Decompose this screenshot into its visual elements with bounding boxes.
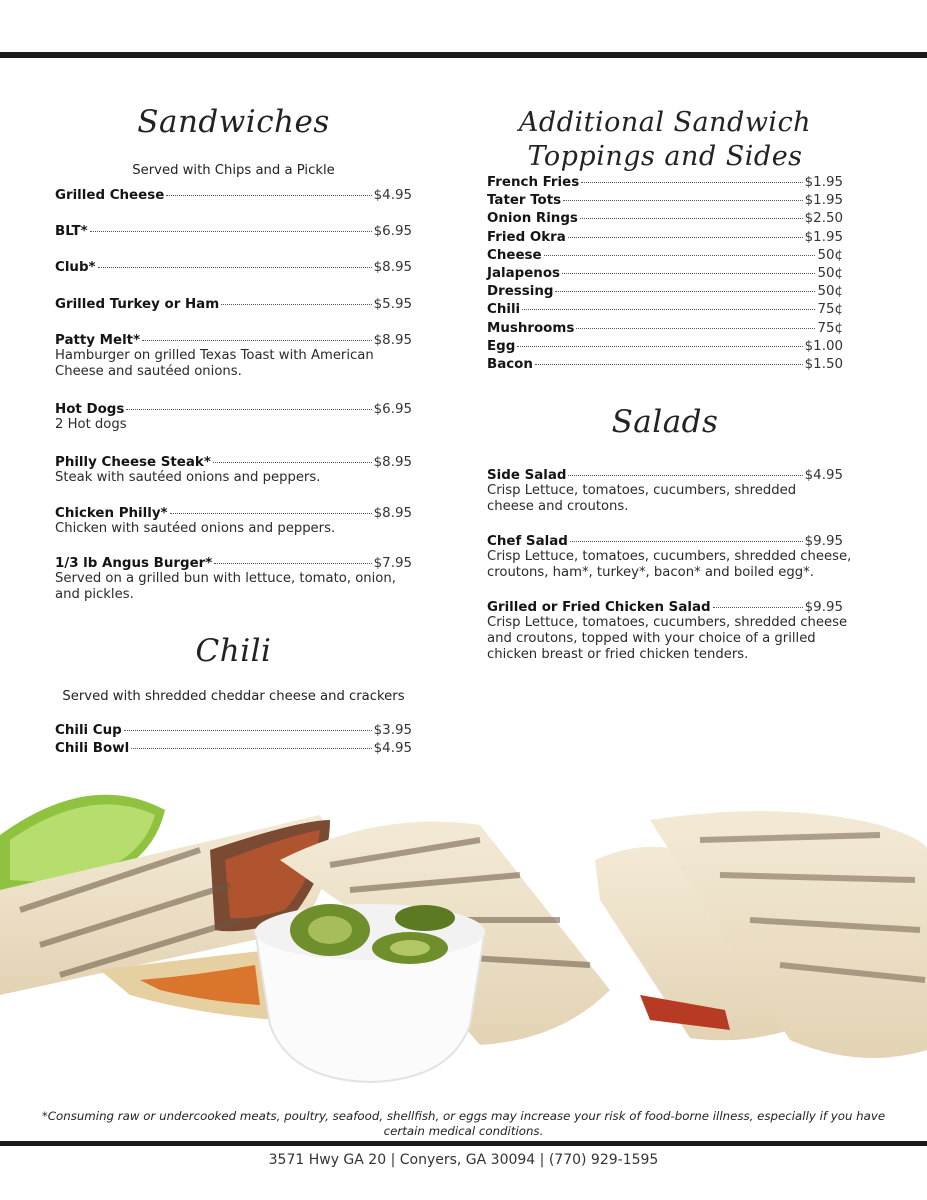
item-price: $2.50 <box>804 211 843 227</box>
sandwiches-subtitle: Served with Chips and a Pickle <box>132 163 335 178</box>
menu-item <box>55 188 412 203</box>
item-price: $1.00 <box>804 338 843 354</box>
menu-item <box>55 297 412 312</box>
item-price: $1.95 <box>804 175 843 190</box>
item-name: Chili Bowl <box>55 741 130 756</box>
item-price: $8.95 <box>373 333 412 348</box>
item-name: Chili <box>487 302 521 318</box>
item-name: Cheese <box>487 247 542 263</box>
menu-item <box>55 506 412 537</box>
menu-item <box>55 260 412 275</box>
item-name: Tater Tots <box>487 193 562 209</box>
item-name: Fried Okra <box>487 229 566 245</box>
item-price: $6.95 <box>373 224 412 239</box>
left-column <box>55 100 412 756</box>
jalapeno-bowl <box>255 904 485 1082</box>
item-description: Hamburger on grilled Texas Toast with American Cheese and sautéed onions. <box>55 348 374 379</box>
salads-heading: Salads <box>611 404 719 440</box>
topping-item <box>487 284 843 302</box>
menu-item <box>55 224 412 239</box>
item-name: Philly Cheese Steak* <box>55 455 211 470</box>
item-name: Chicken Philly* <box>55 506 168 521</box>
item-price: $8.95 <box>373 455 412 470</box>
disclaimer: *Consuming raw or undercooked meats, poultry, seafood, shellfish, or eggs may increase your risk of food-borne illness, especially if you have certain medical conditions. <box>41 1109 886 1138</box>
item-name: Hot Dogs <box>55 402 125 417</box>
item-description: Chicken with sautéed onions and peppers. <box>55 521 336 536</box>
item-name: Chef Salad <box>487 534 568 549</box>
chili-subtitle: Served with shredded cheddar cheese and crackers <box>62 689 405 704</box>
item-description: 2 Hot dogs <box>55 417 127 432</box>
topping-item <box>487 230 843 248</box>
topping-item <box>487 321 843 339</box>
item-name: Egg <box>487 338 516 354</box>
topping-item <box>487 248 843 266</box>
salad-item <box>487 600 867 663</box>
item-description: Crisp Lettuce, tomatoes, cucumbers, shredded cheese and croutons, topped with your choice of a grilled chicken breast or fried chicken tenders. <box>487 615 848 662</box>
item-price: 50¢ <box>817 247 843 263</box>
address: 3571 Hwy GA 20 | Conyers, GA 30094 | (770) 929-1595 <box>268 1152 659 1168</box>
item-price: 50¢ <box>817 265 843 281</box>
item-price: $4.95 <box>804 468 843 483</box>
quesadilla-photo <box>0 780 927 1100</box>
item-name: Grilled Turkey or Ham <box>55 297 220 312</box>
top-rule <box>0 52 927 58</box>
right-column <box>487 100 852 662</box>
toppings-list <box>487 175 843 375</box>
sandwiches-heading: Sandwiches <box>137 104 330 140</box>
salad-item <box>487 534 867 581</box>
toppings-heading-line1: Additional Sandwich <box>518 107 812 138</box>
menu-item <box>55 333 412 380</box>
item-name: Jalapenos <box>487 265 561 281</box>
item-name: Club* <box>55 260 96 275</box>
salad-item <box>487 468 843 515</box>
topping-item <box>487 211 843 229</box>
menu-item <box>55 455 412 486</box>
item-price: 75¢ <box>817 302 843 318</box>
item-name: Chili Cup <box>55 723 122 738</box>
item-price: $4.95 <box>373 741 412 756</box>
topping-item <box>487 175 843 193</box>
topping-item <box>487 193 843 211</box>
item-description: Crisp Lettuce, tomatoes, cucumbers, shredded cheese, croutons, ham*, turkey*, bacon* and boiled egg*. <box>487 549 852 580</box>
item-price: $8.95 <box>373 506 412 521</box>
topping-item <box>487 266 843 284</box>
item-name: Bacon <box>487 356 533 372</box>
item-price: $5.95 <box>373 297 412 312</box>
item-name: Side Salad <box>487 468 567 483</box>
item-description: Steak with sautéed onions and peppers. <box>55 470 321 485</box>
item-name: French Fries <box>487 175 580 190</box>
toppings-heading-line2: Toppings and Sides <box>527 141 803 172</box>
item-price: $1.50 <box>804 356 843 372</box>
item-price: $9.95 <box>804 534 843 549</box>
item-name: Grilled or Fried Chicken Salad <box>487 600 711 615</box>
item-price: $7.95 <box>373 556 412 571</box>
item-description: Crisp Lettuce, tomatoes, cucumbers, shredded cheese and croutons. <box>487 483 797 514</box>
item-price: $1.95 <box>804 229 843 245</box>
menu-item <box>55 741 412 756</box>
item-name: 1/3 lb Angus Burger* <box>55 556 213 571</box>
item-name: Grilled Cheese <box>55 188 165 203</box>
item-price: 75¢ <box>817 320 843 336</box>
item-price: 50¢ <box>817 284 843 300</box>
menu-item <box>55 402 412 433</box>
quesadilla-right <box>595 811 927 1058</box>
menu-item <box>55 723 412 738</box>
item-name: Mushrooms <box>487 320 575 336</box>
item-price: $8.95 <box>373 260 412 275</box>
item-description: Served on a grilled bun with lettuce, tomato, onion, and pickles. <box>55 571 396 602</box>
item-name: Patty Melt* <box>55 333 141 348</box>
topping-item <box>487 339 843 357</box>
item-price: $1.95 <box>804 193 843 209</box>
item-name: Onion Rings <box>487 211 578 227</box>
item-price: $9.95 <box>804 600 843 615</box>
topping-item <box>487 302 843 320</box>
item-price: $6.95 <box>373 402 412 417</box>
item-name: BLT* <box>55 224 88 239</box>
item-price: $3.95 <box>373 723 412 738</box>
topping-item <box>487 357 843 375</box>
bottom-rule <box>0 1141 927 1146</box>
item-name: Dressing <box>487 284 554 300</box>
item-price: $4.95 <box>373 188 412 203</box>
chili-heading: Chili <box>195 633 272 669</box>
menu-item <box>55 556 412 603</box>
